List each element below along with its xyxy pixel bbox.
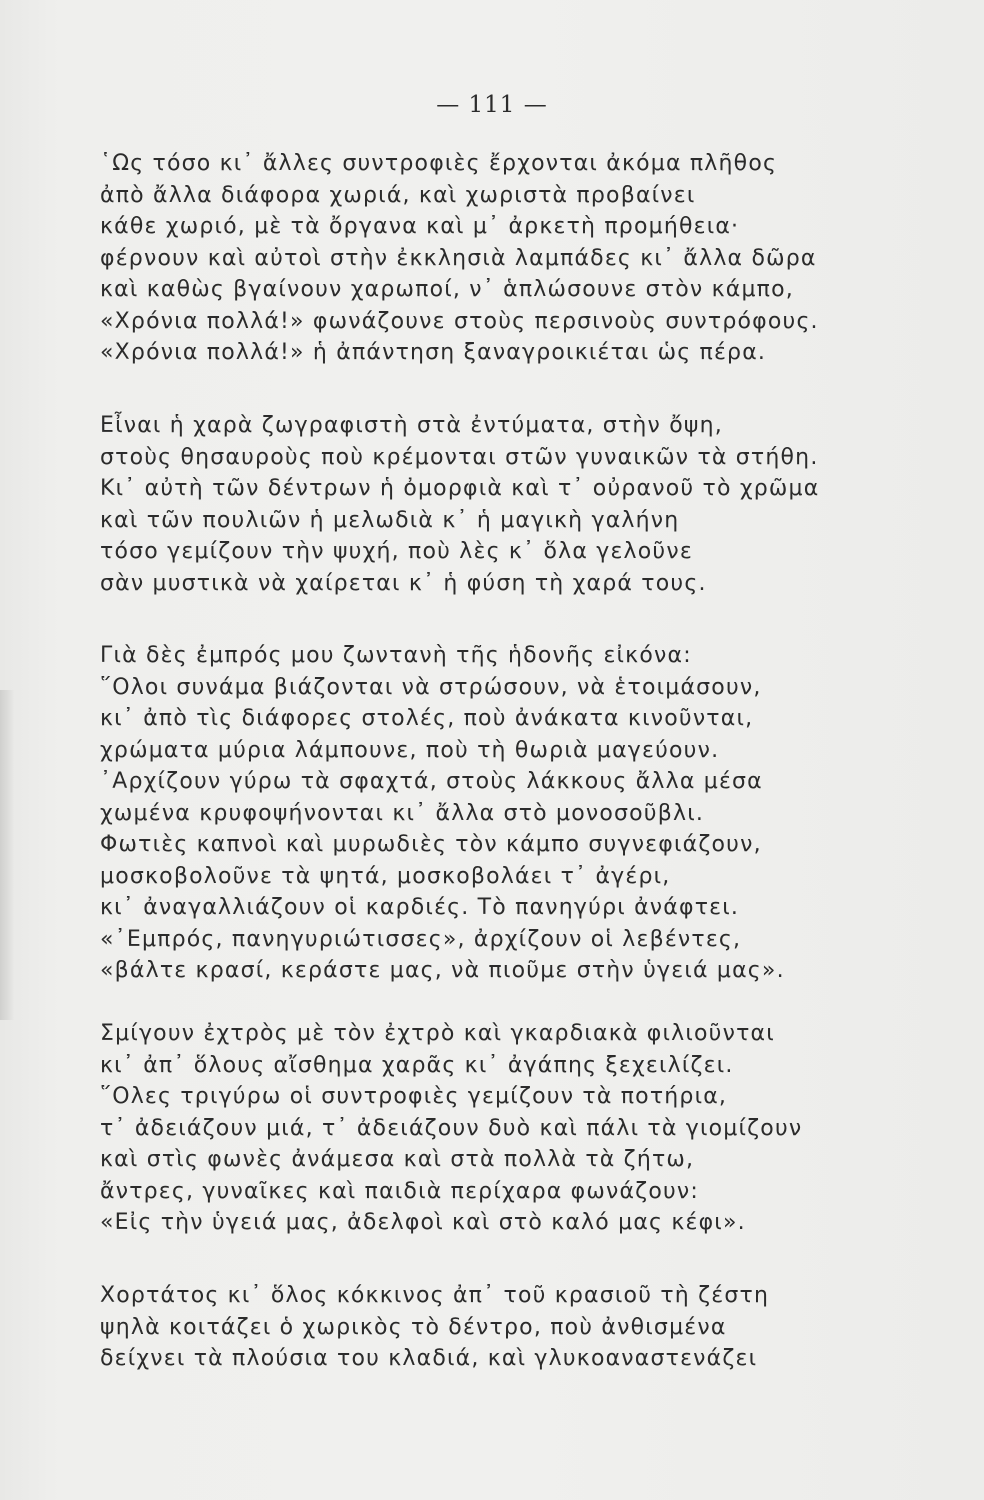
verse-line: «Χρόνια πολλά!» ἡ ἀπάντηση ξαναγροικιέται ὡς πέρα. xyxy=(100,340,767,365)
verse-line: ῞Ολες τριγύρω οἱ συντροφιὲς γεμίζουν τὰ ποτήρια, xyxy=(100,1084,728,1109)
verse-line: Χορτάτος κι᾽ ὅλος κόκκινος ἀπ᾽ τοῦ κρασιοῦ τὴ ζέστη xyxy=(100,1283,770,1308)
binding-shadow xyxy=(0,690,14,1020)
verse-line: Φωτιὲς καπνοὶ καὶ μυρωδιὲς τὸν κάμπο συγνεφιάζουν, xyxy=(100,832,762,857)
verse-line: χρώματα μύρια λάμπουνε, ποὺ τὴ θωριὰ μαγεύουν. xyxy=(100,737,720,763)
verse-line: «Χρόνια πολλά!» φωνάζουνε στοὺς περσινοὺς συντρόφους. xyxy=(100,308,819,334)
verse-line: καὶ στὶς φωνὲς ἀνάμεσα καὶ στὰ πολλὰ τὰ ζήτω, xyxy=(100,1147,695,1172)
verse-line: κι᾽ ἀπ᾽ ὅλους αἴσθημα χαρᾶς κι᾽ ἀγάπης ξεχειλίζει. xyxy=(100,1052,734,1078)
stanza xyxy=(100,148,860,369)
verse-line: χωμένα κρυφοψήνονται κι᾽ ἄλλα στὸ μονοσοῦβλι. xyxy=(100,800,705,826)
stanza xyxy=(100,640,860,987)
verse-line: Σμίγουν ἐχτρὸς μὲ τὸν ἐχτρὸ καὶ γκαρδιακὰ φιλιοῦνται xyxy=(100,1021,775,1046)
verse-line: ᾽Αρχίζουν γύρω τὰ σφαχτά, στοὺς λάκκους ἄλλα μέσα xyxy=(100,769,763,794)
verse-line: ψηλὰ κοιτάζει ὁ χωρικὸς τὸ δέντρο, ποὺ ἀνθισμένα xyxy=(100,1314,727,1340)
stanza xyxy=(100,410,860,599)
stanza xyxy=(100,1018,860,1239)
verse-line: ἄντρες, γυναῖκες καὶ παιδιὰ περίχαρα φωνάζουν: xyxy=(100,1178,700,1204)
verse-line: «᾽Εμπρός, πανηγυριώτισσες», ἀρχίζουν οἱ λεβέντες, xyxy=(100,926,742,952)
verse-line: σὰν μυστικὰ νὰ χαίρεται κ᾽ ἡ φύση τὴ χαρά τους. xyxy=(100,570,707,596)
verse-line: τ᾽ ἀδειάζουν μιά, τ᾽ ἀδειάζουν δυὸ καὶ πάλι τὰ γιομίζουν xyxy=(100,1115,803,1141)
verse-line: μοσκοβολοῦνε τὰ ψητά, μοσκοβολάει τ᾽ ἀγέρι, xyxy=(100,863,671,889)
verse-line: «Εἰς τὴν ὑγειά μας, ἀδελφοὶ καὶ στὸ καλό μας κέφι». xyxy=(100,1210,746,1235)
verse-line: καὶ καθὼς βγαίνουν χαρωποί, ν᾽ ἁπλώσουνε στὸν κάμπο, xyxy=(100,277,794,302)
verse-line: στοὺς θησαυροὺς ποὺ κρέμονται στῶν γυναικῶν τὰ στήθη. xyxy=(100,444,819,470)
stanza xyxy=(100,1280,860,1375)
verse-line: ῾Ως τόσο κι᾽ ἄλλες συντροφιὲς ἔρχονται ἀκόμα πλῆθος xyxy=(100,151,778,176)
verse-line: Εἶναι ἡ χαρὰ ζωγραφιστὴ στὰ ἐντύματα, στὴν ὄψη, xyxy=(100,413,723,438)
verse-line: κι᾽ ἀπὸ τὶς διάφορες στολές, ποὺ ἀνάκατα κινοῦνται, xyxy=(100,706,754,731)
verse-line: δείχνει τὰ πλούσια του κλαδιά, καὶ γλυκοαναστενάζει xyxy=(100,1346,758,1371)
verse-line: καὶ τῶν πουλιῶν ἡ μελωδιὰ κ᾽ ἡ μαγικὴ γαλήνη xyxy=(100,507,680,533)
verse-line: κι᾽ ἀναγαλλιάζουν οἱ καρδιές. Τὸ πανηγύρι ἀνάφτει. xyxy=(100,895,740,920)
verse-line: φέρνουν καὶ αὐτοὶ στὴν ἐκκλησιὰ λαμπάδες κι᾽ ἄλλα δῶρα xyxy=(100,245,817,271)
verse-line: «βάλτε κρασί, κεράστε μας, νὰ πιοῦμε στὴν ὑγειά μας». xyxy=(100,958,785,983)
verse-line: Κι᾽ αὐτὴ τῶν δέντρων ἡ ὀμορφιὰ καὶ τ᾽ οὐρανοῦ τὸ χρῶμα xyxy=(100,476,820,501)
verse-line: ἀπὸ ἄλλα διάφορα χωριά, καὶ χωριστὰ προβαίνει xyxy=(100,182,696,208)
verse-line: ῞Ολοι συνάμα βιάζονται νὰ στρώσουν, νὰ ἑτοιμάσουν, xyxy=(100,674,762,700)
verse-line: τόσο γεμίζουν τὴν ψυχή, ποὺ λὲς κ᾽ ὅλα γελοῦνε xyxy=(100,539,693,564)
verse-line: κάθε χωριό, μὲ τὰ ὄργανα καὶ μ᾽ ἀρκετὴ προμήθεια· xyxy=(100,214,740,239)
verse-line: Γιὰ δὲς ἐμπρός μου ζωντανὴ τῆς ἡδονῆς εἰκόνα: xyxy=(100,643,692,668)
page-number: — 111 — xyxy=(436,92,548,118)
